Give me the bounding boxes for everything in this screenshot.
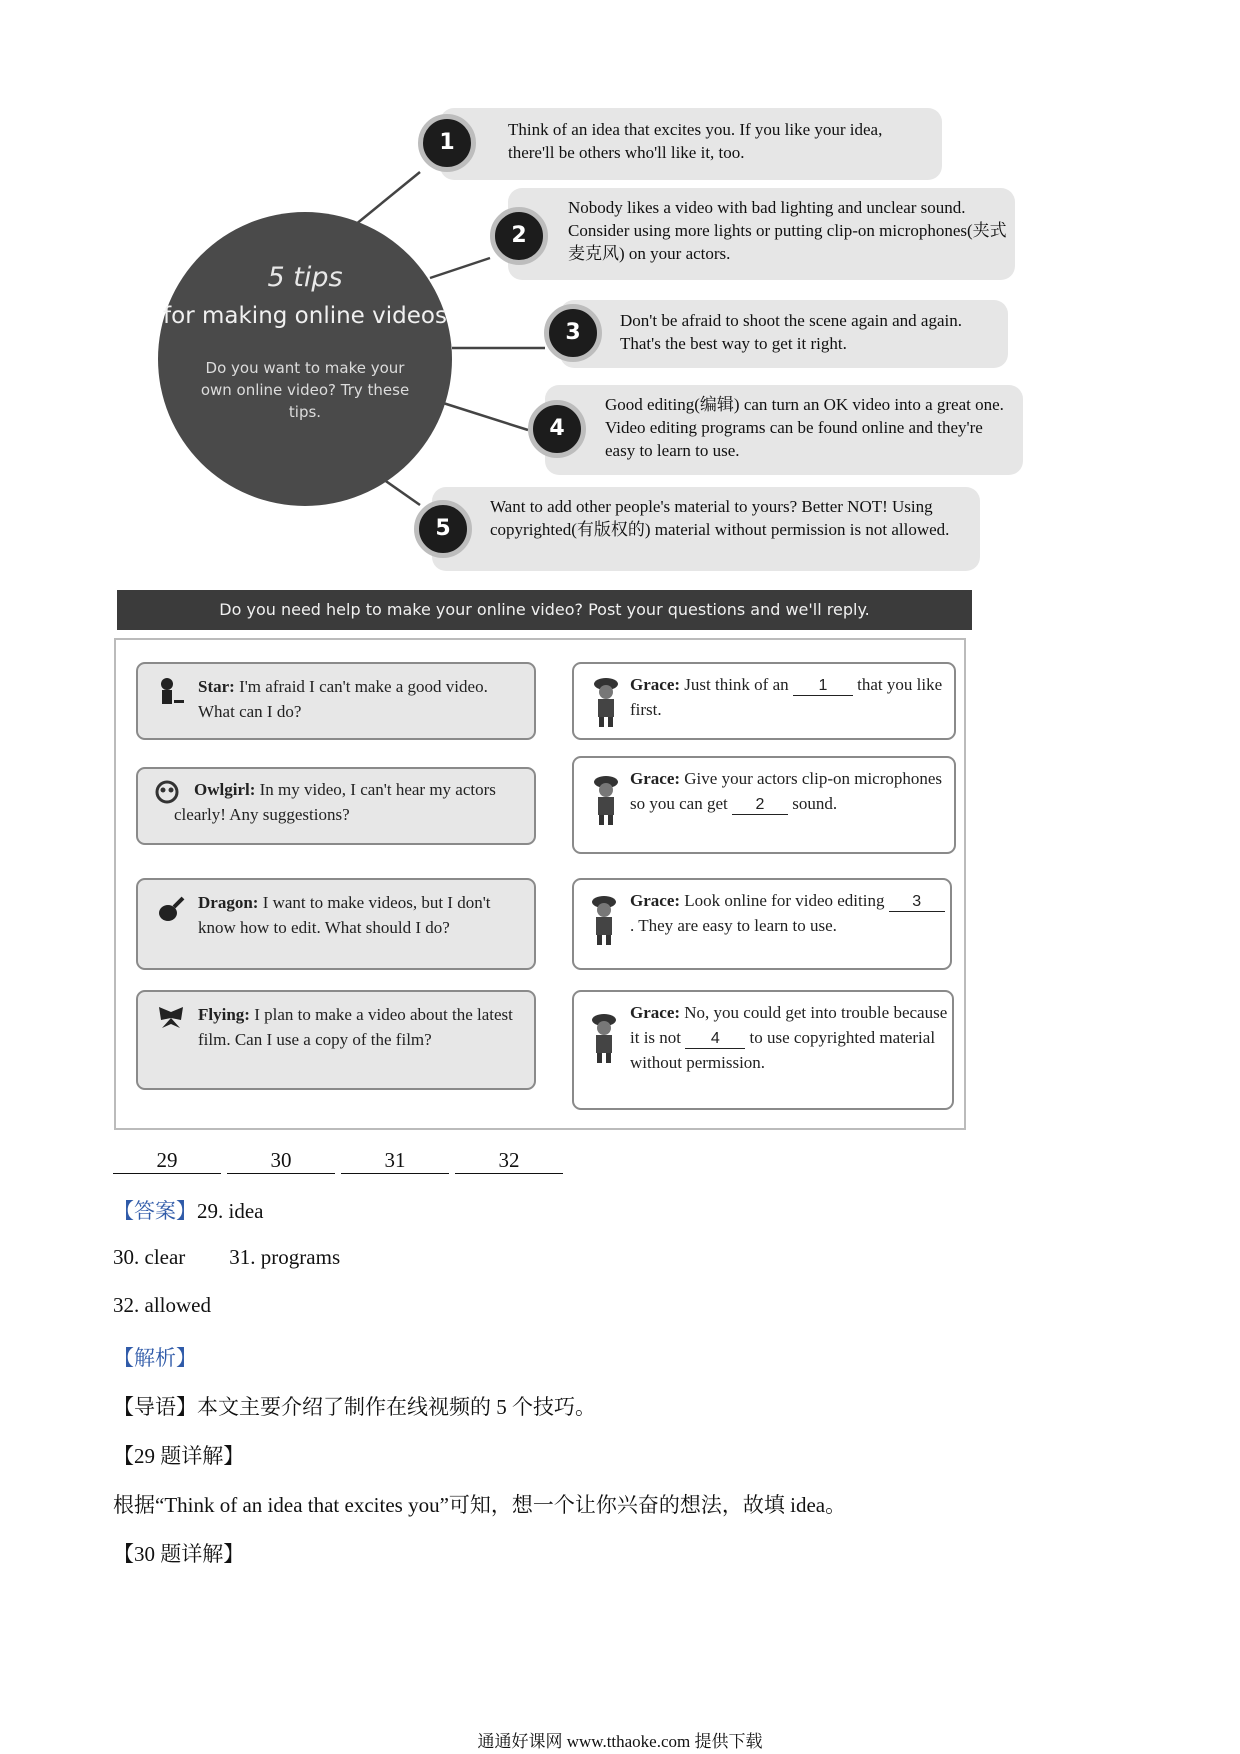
tip-2-text: Nobody likes a video with bad lighting and unclear sound. Consider using more lights or putting clip-on microphones(夹式麦克风) on your actors.: [568, 198, 1007, 263]
question-2-text: In my video, I can't hear my actors clearly! Any suggestions?: [174, 780, 496, 824]
answer-line-2: [113, 1245, 340, 1270]
answer-30: 30. clear: [113, 1245, 186, 1269]
tips-heading-small: 5 tips: [267, 262, 343, 293]
tips-infographic: [0, 0, 1240, 580]
question-3-text: I want to make videos, but I don't know how to edit. What should I do?: [198, 893, 491, 937]
answer-3-author: Grace:: [630, 891, 681, 910]
tip-5-number: 5: [414, 500, 472, 558]
q29-explanation: 根据“Think of an idea that excites you”可知，想一个让你兴奋的想法，故填 idea。: [113, 1493, 847, 1517]
tip-2-number: 2: [490, 207, 548, 265]
answer-29: 29. idea: [197, 1199, 264, 1223]
answer-post-1: [572, 662, 956, 740]
tip-3-number: 3: [544, 304, 602, 362]
question-4-text: I plan to make a video about the latest film. Can I use a copy of the film?: [198, 1005, 513, 1049]
grace-avatar-icon: [592, 676, 620, 728]
question-3-author: Dragon:: [198, 893, 259, 912]
tip-3-box: [560, 300, 1008, 368]
question-post-owlgirl: [136, 767, 536, 845]
page-footer: 通通好课网 www.tthaoke.com 提供下载: [477, 1732, 763, 1751]
butterfly-avatar-icon: [156, 1006, 186, 1034]
grace-avatar-icon: [590, 894, 618, 946]
guide-text: 【导语】本文主要介绍了制作在线视频的 5 个技巧。: [113, 1395, 596, 1419]
tip-1-number: 1: [418, 114, 476, 172]
answer-post-3: [572, 878, 952, 970]
answer-1-before: Just think of an: [684, 675, 789, 694]
answer-4-after: to use copyrighted material without permission.: [630, 1028, 936, 1072]
answer-blank-29: 29: [113, 1148, 221, 1174]
answer-2-blank: 2: [732, 796, 788, 815]
tip-5-box: [432, 487, 980, 571]
answer-4-before: No, you could get into trouble because it is not: [630, 1003, 948, 1047]
answer-post-4: [572, 990, 954, 1110]
q29-heading: 【29 题详解】: [113, 1444, 245, 1468]
answer-3-blank: 3: [889, 893, 945, 912]
answer-blank-32: 32: [455, 1148, 563, 1174]
answer-31: 31. programs: [229, 1245, 341, 1269]
tip-5-text: Want to add other people's material to yours? Better NOT! Using copyrighted(有版权的) material without permission is not allowed.: [490, 497, 950, 539]
tips-title-circle: [158, 212, 452, 506]
star-avatar-icon: [156, 676, 186, 706]
tip-4-text: Good editing(编辑) can turn an OK video into a great one. Video editing programs can be found online and they're easy to learn to use.: [605, 395, 1004, 460]
answer-blank-30: 30: [227, 1148, 335, 1174]
answer-blank-31: 31: [341, 1148, 449, 1174]
answer-4-blank: 4: [685, 1030, 745, 1049]
answer-post-2: [572, 756, 956, 854]
answer-32: 32. allowed: [113, 1293, 211, 1317]
tip-1-box: [440, 108, 942, 180]
question-post-flying: [136, 990, 536, 1090]
tip-2-box: [508, 188, 1015, 280]
tip-3-text: Don't be afraid to shoot the scene again and again. That's the best way to get it right.: [620, 311, 963, 353]
answer-2-before: Give your actors clip-on microphones so you can get: [630, 769, 943, 813]
tips-intro: Do you want to make your own online video? Try these tips.: [200, 359, 410, 421]
grace-avatar-icon: [590, 1012, 618, 1064]
answer-line-1: [113, 1195, 263, 1225]
tip-4-number: 4: [528, 400, 586, 458]
answer-3-after: . They are easy to learn to use.: [630, 916, 837, 935]
question-post-dragon: [136, 878, 536, 970]
tip-1-text: Think of an idea that excites you. If you like your idea, there'll be others who'll like it, too.: [508, 120, 883, 162]
analysis-label: 【解析】: [113, 1346, 197, 1370]
answer-1-author: Grace:: [630, 675, 681, 694]
answer-4-author: Grace:: [630, 1003, 681, 1022]
answer-3-before: Look online for video editing: [684, 891, 885, 910]
answer-1-after: that you like first.: [630, 675, 943, 719]
tip-4-box: [545, 385, 1023, 475]
dragon-avatar-icon: [154, 894, 186, 926]
answer-1-blank: 1: [793, 677, 853, 696]
question-2-author: Owlgirl:: [194, 780, 256, 799]
answer-blanks-row: [113, 1148, 569, 1174]
answer-label: 【答案】: [113, 1199, 197, 1223]
answer-2-after: sound.: [792, 794, 838, 813]
tips-heading-main: for making online videos: [163, 303, 447, 329]
question-1-author: Star:: [198, 677, 235, 696]
question-1-text: I'm afraid I can't make a good video. What can I do?: [198, 677, 488, 721]
q30-heading: 【30 题详解】: [113, 1542, 245, 1566]
forum-banner: Do you need help to make your online video? Post your questions and we'll reply.: [117, 590, 972, 630]
grace-avatar-icon: [592, 774, 620, 826]
answer-2-author: Grace:: [630, 769, 681, 788]
question-4-author: Flying:: [198, 1005, 250, 1024]
question-post-star: [136, 662, 536, 740]
